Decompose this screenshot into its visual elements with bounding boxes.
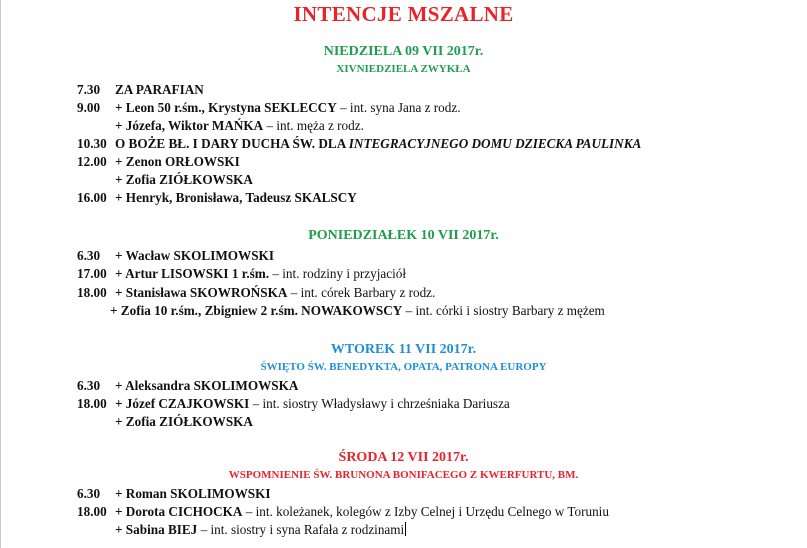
intention-note: – int. córek Barbary z rodz.	[287, 285, 436, 300]
intention-line	[77, 504, 609, 520]
mass-time: 7.30	[77, 82, 101, 97]
page-title: INTENCJE MSZALNE	[293, 2, 514, 26]
intention-name: O BOŻE BŁ. I DARY DUCHA ŚW. DLA	[115, 136, 349, 151]
intention-line	[77, 118, 364, 134]
intention-line	[77, 154, 240, 170]
intention-note: – int. siostry i syna Rafała z rodzinami	[197, 522, 405, 537]
intention-line	[77, 414, 253, 430]
day-heading-sunday: NIEDZIELA 09 VII 2017r.	[323, 44, 484, 59]
intention-line	[77, 190, 357, 206]
day-heading-tuesday: WTOREK 11 VII 2017r.	[330, 342, 477, 357]
day-subheading-tuesday: ŚWIĘTO ŚW. BENEDYKTA, OPATA, PATRONA EUROPY	[260, 361, 547, 373]
mass-time: 10.30	[77, 136, 107, 151]
day-heading-wednesday: ŚRODA 12 VII 2017r.	[338, 450, 469, 465]
intention-name: + Roman SKOLIMOWSKI	[115, 486, 271, 501]
intention-name: + Józef CZAJKOWSKI	[115, 396, 250, 411]
mass-time: 17.00	[77, 266, 107, 281]
intention-line	[77, 82, 204, 98]
intention-line	[77, 172, 253, 188]
mass-time: 18.00	[77, 504, 107, 519]
intention-name: + Zofia ZIÓŁKOWSKA	[115, 414, 253, 429]
intention-note: – int. córki i siostry Barbary z mężem	[402, 303, 605, 318]
intention-line	[77, 285, 435, 301]
mass-time: 18.00	[77, 396, 107, 411]
intention-name: + Stanisława SKOWROŃSKA	[115, 285, 288, 300]
intention-note: – int. syna Jana z rodz.	[336, 100, 461, 115]
intention-name: + Dorota CICHOCKA	[115, 504, 243, 519]
mass-time: 12.00	[77, 154, 107, 169]
intention-line	[77, 486, 271, 502]
mass-time: 9.00	[77, 100, 101, 115]
day-heading-monday: PONIEDZIAŁEK 10 VII 2017r.	[308, 228, 499, 243]
intention-line	[115, 522, 406, 538]
mass-time: 6.30	[77, 486, 101, 501]
intention-line	[77, 248, 274, 264]
intention-italic: INTEGRACYJNEGO DOMU DZIECKA PAULINKA	[348, 136, 642, 151]
intention-name: + Artur LISOWSKI 1 r.śm.	[115, 266, 270, 281]
mass-time: 16.00	[77, 190, 107, 205]
intention-note: – int. siostry Władysławy i chrześniaka Dariusza	[249, 396, 510, 411]
intention-line	[77, 136, 641, 152]
intention-line	[110, 303, 605, 319]
intention-name: + Zenon ORŁOWSKI	[115, 154, 240, 169]
mass-time: 6.30	[77, 248, 101, 263]
day-subheading-wednesday: WSPOMNIENIE ŚW. BRUNONA BONIFACEGO Z KWERFURTU, BM.	[228, 469, 579, 481]
mass-time: 6.30	[77, 378, 101, 393]
mass-time: 18.00	[77, 285, 107, 300]
intention-line	[77, 100, 461, 116]
intention-line	[77, 378, 298, 394]
intention-name: + Zofia 10 r.śm., Zbigniew 2 r.śm. NOWAKOWSCY	[110, 303, 403, 318]
intention-name: + Zofia ZIÓŁKOWSKA	[115, 172, 253, 187]
intention-line	[77, 266, 406, 282]
intention-note: – int. koleżanek, kolegów z Izby Celnej i Urzędu Celnego w Toruniu	[242, 504, 609, 519]
intention-note: – int. rodziny i przyjaciół	[269, 266, 407, 281]
text-cursor	[405, 522, 406, 536]
intention-name: ZA PARAFIAN	[115, 82, 204, 97]
intention-name: + Józefa, Wiktor MAŃKA	[115, 118, 264, 133]
intention-name: + Leon 50 r.śm., Krystyna SEKLECCY	[115, 100, 337, 115]
intention-line	[77, 396, 510, 412]
intention-name: + Wacław SKOLIMOWSKI	[115, 248, 274, 263]
intention-name: + Henryk, Bronisława, Tadeusz SKALSCY	[115, 190, 357, 205]
day-subheading-sunday: XIVNIEDZIELA ZWYKŁA	[336, 63, 471, 75]
intention-name: + Aleksandra SKOLIMOWSKA	[115, 378, 299, 393]
intention-name: + Sabina BIEJ	[115, 522, 198, 537]
intention-note: – int. męża z rodz.	[263, 118, 364, 133]
